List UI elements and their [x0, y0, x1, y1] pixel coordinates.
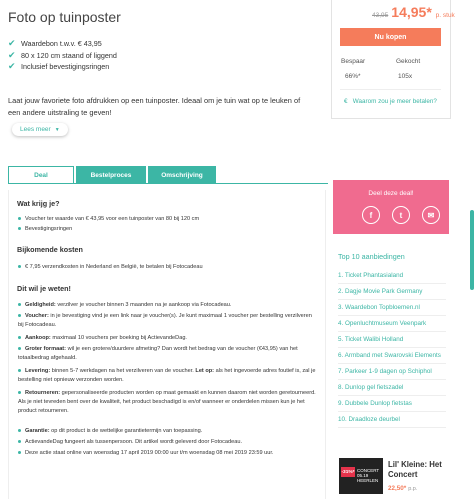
section-heading: Wat krijg je? — [17, 199, 60, 208]
euro-icon: € — [344, 98, 348, 105]
mail-icon[interactable]: ✉ — [422, 206, 440, 224]
chevron-down-icon: ▼ — [54, 126, 60, 133]
list-item: Deze actie staat online van woensdag 17 april 2019 00:00 uur t/m woensdag 08 mei 2019 23:59 uur. — [18, 449, 318, 458]
deal-content — [8, 190, 326, 499]
promo-image-text: CONCERT 05.19 HEERLEN — [357, 468, 380, 483]
top10-item[interactable]: 4. Openluchtmuseum Veenpark — [338, 316, 446, 332]
list-item: Groter formaat: wil je een grotere/duurdere afmeting? Dan wordt het bedrag van de voucher (€43,95) van het totaalbedrag afgehaald. — [18, 346, 298, 362]
facebook-icon[interactable]: f — [362, 206, 380, 224]
promo-title[interactable]: Lil' Kleine: Het Concert — [388, 460, 442, 479]
bullet-item: ✔ Waardebon t.w.v. € 43,95 — [8, 38, 102, 49]
list-item: Voucher: in je bevestiging vind je een link naar je voucher(s). Je kunt maximaal 1 voucher per bestelling verzilveren bij Fotocadeau. — [18, 313, 312, 329]
check-icon: ✔ — [8, 61, 16, 72]
tab-underline — [8, 183, 328, 184]
list-item: Voucher ter waarde van € 43,95 voor een tuinposter van 80 bij 120 cm — [18, 215, 318, 224]
top10-item[interactable]: 5. Ticket Walibi Holland — [338, 332, 446, 348]
saved-value: 66%* — [345, 73, 361, 80]
list-item: Bevestigingsringen — [18, 225, 318, 234]
top10-item[interactable]: 7. Parkeer 1-9 dagen op Schiphol — [338, 364, 446, 380]
top10-item[interactable]: 10. Draadloze deurbel — [338, 412, 446, 428]
section-heading: Bijkomende kosten — [17, 245, 83, 254]
promo-price-value: 22,50* — [388, 485, 407, 492]
top10-title: Top 10 aanbiedingen — [338, 252, 405, 261]
list-item: Levering: binnen 5-7 werkdagen na het verzilveren van de voucher. Let op: als het ingevoerde adres foutief is, zal je bestelling niet opnieuw verzonden worden. — [18, 368, 316, 384]
product-description: Laat jouw favoriete foto afdrukken op een tuinposter. Ideaal om je tuin wat op te leuken of een andere uitstraling te geven! — [8, 96, 301, 117]
saved-label: Bespaar — [341, 58, 366, 65]
top10-item[interactable]: 8. Dunlop gel fietszadel — [338, 380, 446, 396]
old-price: 43,95 — [372, 12, 389, 19]
check-icon: ✔ — [8, 49, 16, 60]
top10-item[interactable]: 1. Ticket Phantasialand — [338, 268, 446, 284]
divider — [340, 89, 441, 90]
sold-label: Gekocht — [396, 58, 421, 65]
current-price: 14,95* — [391, 4, 432, 20]
list-item: ActievandeDag fungeert als tussenpersoon. Dit artikel wordt geleverd door Fotocadeau. — [18, 438, 318, 447]
top10-item[interactable]: 2. Dagje Movie Park Germany — [338, 284, 446, 300]
top10-item[interactable]: 3. Waardebon Topbloemen.nl — [338, 300, 446, 316]
product-bullets — [8, 38, 117, 73]
top10-item[interactable]: 6. Armband met Swarovski Elements — [338, 348, 446, 364]
why-pay-more-label: Waarom zou je meer betalen? — [352, 98, 437, 105]
tab-bar — [8, 166, 328, 184]
bullet-item: ✔ 80 x 120 cm staand of liggend — [8, 49, 117, 60]
tab-omschrijving[interactable]: Omschrijving — [148, 166, 216, 184]
list-item: € 7,95 verzendkosten in Nederland en België, te betalen bij Fotocadeau — [18, 263, 318, 272]
tab-bestelproces[interactable]: Bestelproces — [76, 166, 146, 184]
bullet-item: ✔ Inclusief bevestigingsringen — [8, 61, 110, 72]
product-title: Foto op tuinposter — [8, 9, 121, 25]
tab-deal[interactable]: Deal — [8, 166, 74, 184]
list-item: Garantie: op dit product is de wettelijke garantietermijn van toepassing. — [18, 427, 318, 436]
read-more-label: Lees meer — [20, 126, 51, 133]
read-more-button[interactable] — [12, 123, 68, 136]
promo-price-unit: p.p. — [408, 486, 418, 492]
price — [372, 4, 455, 20]
discount-badge: -31%* — [341, 467, 355, 477]
top10-item[interactable]: 9. Dubbele Dunlop fietstas — [338, 396, 446, 412]
buy-button[interactable]: Nu kopen — [340, 28, 441, 46]
promo-price — [388, 485, 417, 492]
why-pay-more-link[interactable] — [344, 98, 437, 105]
share-title: Deel deze deal! — [368, 190, 414, 197]
list-item: Geldigheid: verzilver je voucher binnen 3 maanden na je aankoop via Fotocadeau. — [18, 301, 318, 310]
list-item: Retourneren: gepersonaliseerde producten worden op maat gemaakt en kunnen daarom niet worden geretourneerd. Als je niet tevreden bent over de kwaliteit, het product beschadigd is en/of wanneer er onderdelen missen kun je het product retourneren. — [18, 390, 316, 415]
list-item: Aankoop: maximaal 10 vouchers per boeking bij ActievandeDag. — [18, 334, 318, 343]
sold-value: 105x — [398, 73, 413, 80]
scrollbar[interactable] — [470, 210, 474, 290]
check-icon: ✔ — [8, 38, 16, 49]
price-unit: p. stuk — [435, 12, 455, 19]
section-heading: Dit wil je weten! — [17, 284, 71, 293]
twitter-icon[interactable]: t — [392, 206, 410, 224]
